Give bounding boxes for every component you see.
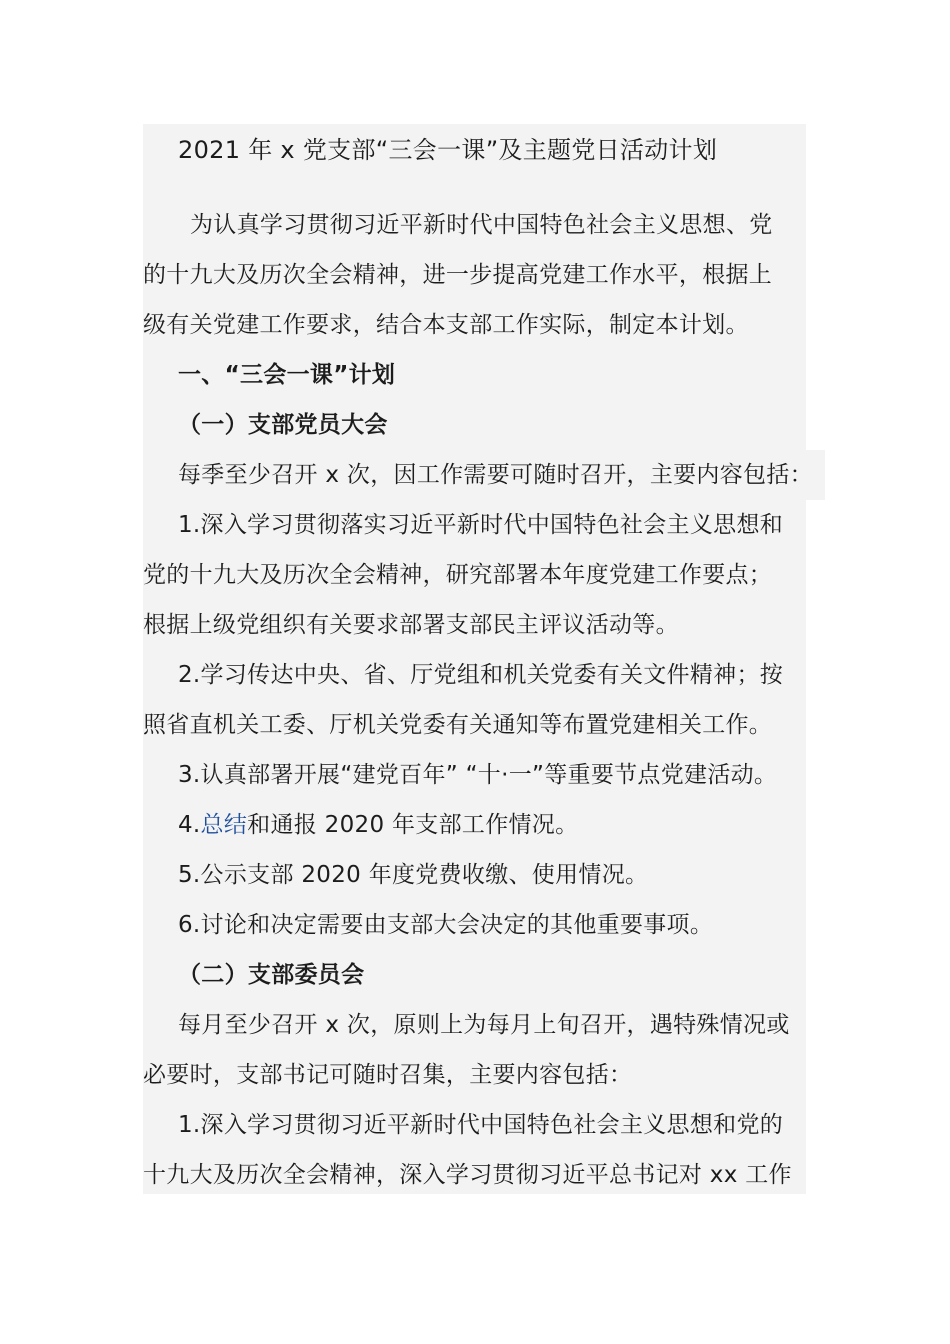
summary-link[interactable]: 总结	[200, 812, 248, 838]
subsection-heading-1: （一）支部党员大会	[178, 412, 388, 438]
intro-line-2: 的十九大及历次全会精神，进一步提高党建工作水平，根据上	[143, 262, 773, 288]
item-4	[178, 800, 578, 850]
intro-line-1: 为认真学习贯彻习近平新时代中国特色社会主义思想、党	[190, 212, 773, 238]
item-1-line-1: 1.深入学习贯彻落实习近平新时代中国特色社会主义思想和	[178, 512, 784, 538]
item-4-prefix: 4.	[178, 812, 201, 838]
intro-line-3: 级有关党建工作要求，结合本支部工作实际，制定本计划。	[143, 312, 749, 338]
item-5: 5.公示支部 2020 年度党费收缴、使用情况。	[178, 862, 649, 888]
sub2-item-1-line-2: 十九大及历次全会精神，深入学习贯彻习近平总书记对 xx 工作	[143, 1162, 792, 1188]
document-title: 2021 年 x 党支部“三会一课”及主题党日活动计划	[178, 136, 718, 164]
item-2-line-1: 2.学习传达中央、省、厅党组和机关党委有关文件精神；按	[178, 662, 784, 688]
sub2-item-1-line-1: 1.深入学习贯彻习近平新时代中国特色社会主义思想和党的	[178, 1112, 784, 1138]
item-1-line-2: 党的十九大及历次全会精神，研究部署本年度党建工作要点；	[143, 562, 773, 588]
subsection-heading-2: （二）支部委员会	[178, 962, 365, 988]
item-6: 6.讨论和决定需要由支部大会决定的其他重要事项。	[178, 912, 714, 938]
item-4-text: 和通报 2020 年支部工作情况。	[247, 812, 579, 838]
subsection-2-intro-line-1: 每月至少召开 x 次，原则上为每月上旬召开，遇特殊情况或	[178, 1012, 790, 1038]
item-3: 3.认真部署开展“建党百年” “十·一”等重要节点党建活动。	[178, 750, 789, 800]
item-1-line-3: 根据上级党组织有关要求部署支部民主评议活动等。	[143, 612, 679, 638]
subsection-2-intro-line-2: 必要时，支部书记可随时召集，主要内容包括：	[143, 1062, 633, 1088]
item-2-line-2: 照省直机关工委、厅机关党委有关通知等布置党建相关工作。	[143, 712, 773, 738]
section-heading: 一、“三会一课”计划	[178, 362, 396, 388]
subsection-1-intro: 每季至少召开 x 次，因工作需要可随时召开，主要内容包括：	[178, 450, 825, 500]
